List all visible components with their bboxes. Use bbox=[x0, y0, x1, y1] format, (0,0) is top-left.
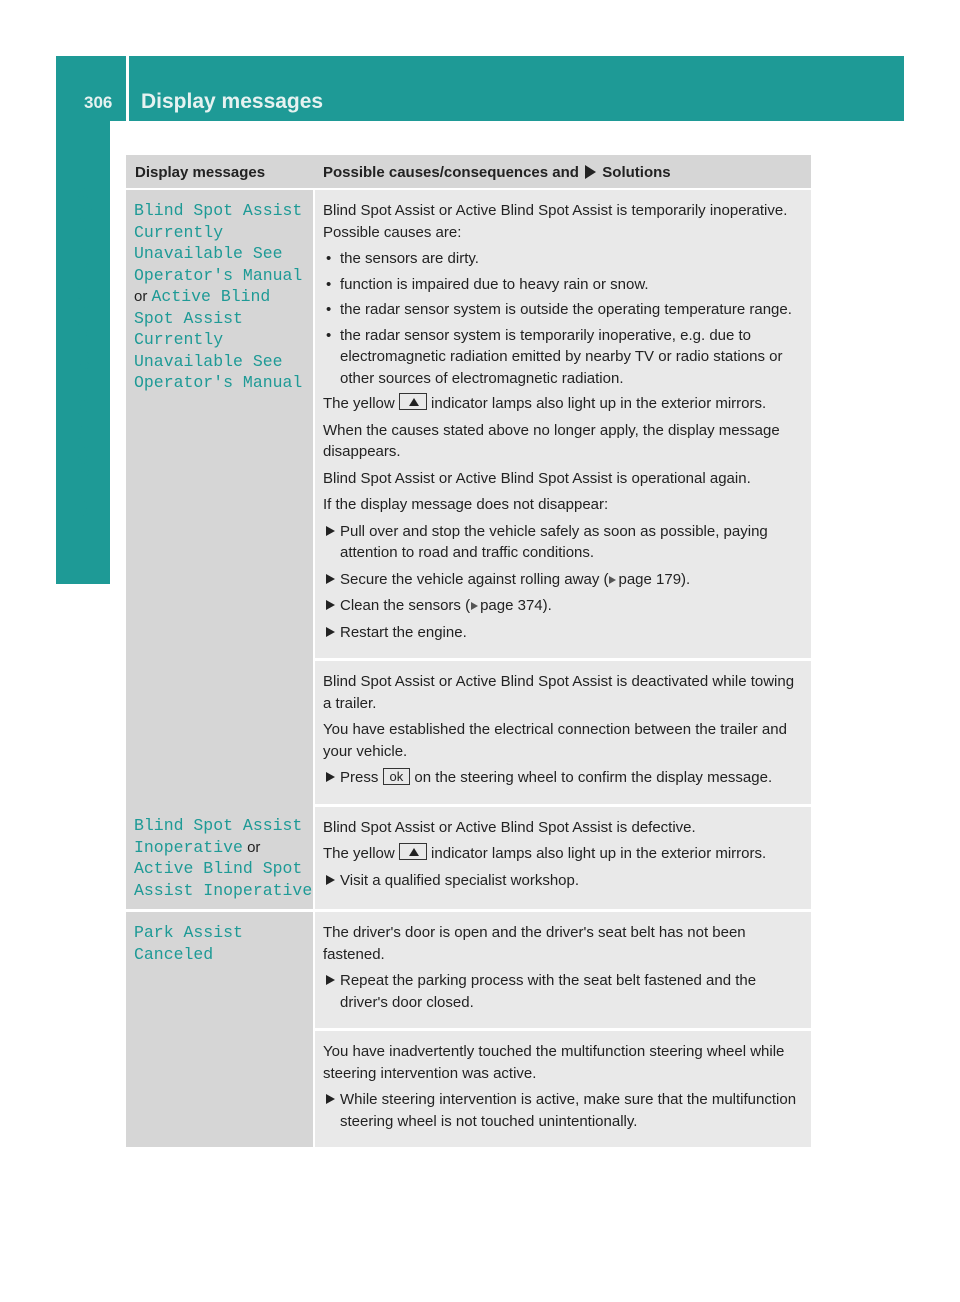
solution-cell bbox=[314, 189, 811, 660]
step-text: Visit a qualified specialist workshop. bbox=[340, 871, 580, 889]
display-message-line: Blind Spot Assist bbox=[134, 201, 303, 220]
display-message-line: Unavailable See bbox=[134, 351, 283, 371]
header-causes-label: Possible causes/consequences and bbox=[323, 163, 579, 181]
page-reference-link[interactable]: page 179). bbox=[618, 570, 691, 588]
step-arrow-icon bbox=[326, 975, 335, 985]
solution-cell bbox=[314, 660, 811, 806]
warning-triangle-icon bbox=[399, 393, 427, 410]
yellow-indicator-note bbox=[323, 843, 805, 865]
cause-item: • the radar sensor system is outside the operating temperature range. bbox=[323, 299, 805, 321]
instruction-step bbox=[323, 521, 805, 564]
side-chapter-label: On-board computer and displays bbox=[71, 187, 94, 517]
or-connector: or bbox=[247, 838, 261, 856]
not-disappear-note: If the display message does not disappear: bbox=[323, 496, 609, 513]
solution-cell bbox=[314, 1030, 811, 1148]
table-row bbox=[126, 189, 811, 660]
arrow-right-icon bbox=[585, 165, 596, 179]
solution-text: Blind Spot Assist or Active Blind Spot Assist is defective. bbox=[323, 818, 696, 836]
or-connector: or bbox=[134, 288, 148, 305]
step-text: on the steering wheel to confirm the display message. bbox=[414, 769, 773, 786]
yellow-note-pre: The yellow bbox=[323, 395, 395, 412]
step-arrow-icon bbox=[326, 1094, 335, 1104]
step-text: While steering intervention is active, make sure that the multifunction steering wheel is not touched unintentionally. bbox=[340, 1091, 797, 1130]
table-header-row bbox=[126, 155, 811, 189]
yellow-note-pre: The yellow bbox=[323, 845, 395, 862]
instruction-step bbox=[323, 569, 805, 591]
solution-text: You have established the electrical connection between the trailer and your vehicle. bbox=[323, 721, 787, 760]
cause-list bbox=[323, 248, 805, 389]
step-arrow-icon bbox=[326, 574, 335, 584]
display-message-line: Active Blind bbox=[151, 287, 271, 306]
column-header-display-messages: Display messages bbox=[126, 155, 314, 189]
display-message-line: Operator's Manual bbox=[134, 373, 303, 392]
step-arrow-icon bbox=[326, 526, 335, 536]
yellow-indicator-note bbox=[323, 393, 805, 415]
instruction-step bbox=[323, 622, 805, 644]
display-message-line: Assist Inoperative bbox=[134, 880, 313, 900]
instruction-step bbox=[323, 595, 805, 617]
ok-key-icon: ok bbox=[383, 768, 411, 785]
disappears-note: When the causes stated above no longer apply, the display message disappears. bbox=[323, 421, 780, 460]
header-solutions-label: Solutions bbox=[602, 163, 671, 181]
step-arrow-icon bbox=[326, 875, 335, 885]
step-arrow-icon bbox=[326, 772, 335, 782]
display-message-cell bbox=[126, 911, 314, 1148]
solution-cell bbox=[314, 805, 811, 911]
instruction-step bbox=[323, 1089, 805, 1132]
step-arrow-icon bbox=[326, 600, 335, 610]
display-message-line: Operator's Manual bbox=[134, 265, 303, 285]
display-message-line: Currently bbox=[134, 330, 224, 349]
display-message-cell bbox=[126, 189, 314, 805]
display-message-line: Active Blind Spot bbox=[134, 859, 303, 878]
solution-text: The driver's door is open and the driver's seat belt has not been fastened. bbox=[323, 924, 746, 963]
header-divider bbox=[126, 56, 129, 121]
display-message-cell bbox=[126, 805, 314, 911]
display-message-line: Canceled bbox=[134, 944, 214, 964]
display-message-line: Currently bbox=[134, 222, 224, 242]
page-reference-icon bbox=[471, 602, 478, 610]
step-text: Pull over and stop the vehicle safely as soon as possible, paying attention to road and traffic conditions. bbox=[340, 522, 768, 561]
operational-note: Blind Spot Assist or Active Blind Spot Assist is operational again. bbox=[323, 469, 751, 487]
instruction-step bbox=[323, 870, 805, 892]
step-text: Clean the sensors ( bbox=[340, 597, 471, 614]
display-message-line: Inoperative bbox=[134, 837, 243, 857]
warning-triangle-icon bbox=[399, 843, 427, 860]
cause-item: • the sensors are dirty. bbox=[323, 248, 805, 270]
step-text: Secure the vehicle against rolling away ( bbox=[340, 570, 609, 588]
table-row bbox=[126, 805, 811, 911]
cause-item: • function is impaired due to heavy rain or snow. bbox=[323, 274, 805, 296]
cause-item: • the radar sensor system is temporarily inoperative, e.g. due to electromagnetic radiation emitted by nearby TV or radio stations or other sources of electromagnetic radiation. bbox=[323, 325, 805, 390]
display-message-line: Park Assist bbox=[134, 923, 243, 942]
table-row bbox=[126, 911, 811, 1030]
display-message-line: Unavailable See bbox=[134, 244, 283, 263]
display-message-line: Blind Spot Assist bbox=[134, 816, 303, 835]
solution-text: You have inadvertently touched the multifunction steering wheel while steering intervention was active. bbox=[323, 1043, 785, 1082]
step-arrow-icon bbox=[326, 627, 335, 637]
step-text: Repeat the parking process with the seat belt fastened and the driver's door closed. bbox=[340, 972, 757, 1011]
cause-intro: Blind Spot Assist or Active Blind Spot Assist is temporarily inoperative. Possible causes are: bbox=[323, 202, 788, 241]
display-messages-table bbox=[126, 155, 811, 1147]
page-reference-link[interactable]: page 374). bbox=[480, 597, 552, 614]
step-text: Restart the engine. bbox=[340, 623, 467, 641]
instruction-step bbox=[323, 767, 805, 789]
page-number: 306 bbox=[84, 93, 113, 112]
yellow-note-post: indicator lamps also light up in the exterior mirrors. bbox=[431, 395, 767, 412]
page-reference-icon bbox=[609, 576, 616, 584]
column-header-solutions bbox=[314, 155, 811, 189]
chapter-title: Display messages bbox=[141, 90, 324, 113]
yellow-note-post: indicator lamps also light up in the exterior mirrors. bbox=[431, 845, 767, 862]
display-message-line: Spot Assist bbox=[134, 308, 243, 328]
instruction-step bbox=[323, 970, 805, 1013]
solution-text: Blind Spot Assist or Active Blind Spot Assist is deactivated while towing a trailer. bbox=[323, 673, 795, 712]
solution-cell bbox=[314, 911, 811, 1030]
step-text: Press bbox=[340, 769, 379, 786]
